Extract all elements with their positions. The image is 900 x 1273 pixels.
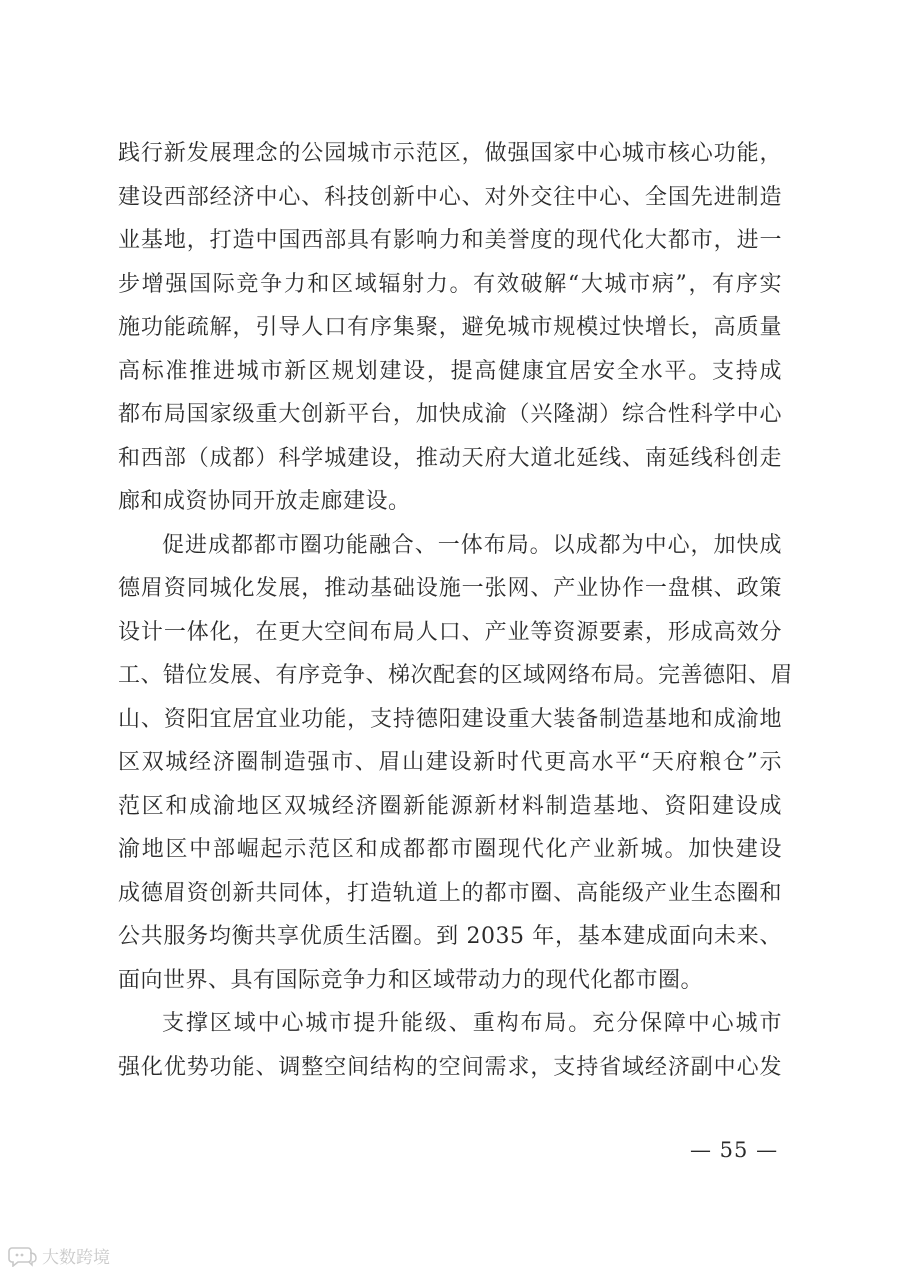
text-line: 强化优势功能、调整空间结构的空间需求，支持省域经济副中心发 <box>118 1054 782 1080</box>
text-line: 公共服务均衡共享优质生活圈。到 2035 年，基本建成面向未来、 <box>118 924 782 949</box>
chat-bubble-icon <box>8 1245 38 1267</box>
text-line: 高标准推进城市新区规划建设，提高健康宜居安全水平。支持成 <box>118 358 782 384</box>
text-line: 促进成都都市圈功能融合、一体布局。以成都为中心，加快成 <box>162 532 782 558</box>
text-line: 支撑区域中心城市提升能级、重构布局。充分保障中心城市 <box>162 1011 782 1036</box>
text-line: 区双城经济圈制造强市、眉山建设新时代更高水平“天府粮仓”示 <box>118 750 782 775</box>
watermark <box>8 1243 110 1268</box>
text-line: 德眉资同城化发展，推动基础设施一张网、产业协作一盘棋、政策 <box>118 576 782 601</box>
paragraph-3 <box>118 1002 782 1089</box>
text-line: 设计一体化，在更大空间布局人口、产业等资源要素，形成高效分 <box>118 619 782 645</box>
watermark-text: 大数跨境 <box>42 1248 110 1268</box>
text-line: 建设西部经济中心、科技创新中心、对外交往中心、全国先进制造 <box>118 184 782 210</box>
document-body <box>118 132 794 1089</box>
text-line: 面向世界、具有国际竞争力和区域带动力的现代化都市圈。 <box>118 967 704 993</box>
paragraph-1 <box>118 132 782 524</box>
text-line: 和西部（成都）科学城建设，推动天府大道北延线、南延线科创走 <box>118 445 782 471</box>
text-line: 范区和成渝地区双城经济圈新能源新材料制造基地、资阳建设成 <box>118 793 782 819</box>
text-line: 都布局国家级重大创新平台，加快成渝（兴隆湖）综合性科学中心 <box>118 402 782 427</box>
text-line: 山、资阳宜居宜业功能，支持德阳建设重大装备制造基地和成渝地 <box>118 706 782 732</box>
page-number: — 55 — <box>690 1138 779 1162</box>
text-line: 成德眉资创新共同体，打造轨道上的都市圈、高能级产业生态圈和 <box>118 880 782 906</box>
text-line: 步增强国际竞争力和区域辐射力。有效破解“大城市病”，有序实 <box>118 271 782 297</box>
text-line: 践行新发展理念的公园城市示范区，做强国家中心城市核心功能， <box>118 141 782 166</box>
text-line: 渝地区中部崛起示范区和成都都市圈现代化产业新城。加快建设 <box>118 837 782 862</box>
text-line: 业基地，打造中国西部具有影响力和美誉度的现代化大都市，进一 <box>118 228 782 253</box>
text-line: 工、错位发展、有序竞争、梯次配套的区域网络布局。完善德阳、眉 <box>118 663 794 688</box>
text-line: 施功能疏解，引导人口有序集聚，避免城市规模过快增长，高质量 <box>118 315 782 340</box>
paragraph-2 <box>118 524 794 1003</box>
text-line: 廊和成资协同开放走廊建设。 <box>118 489 411 514</box>
